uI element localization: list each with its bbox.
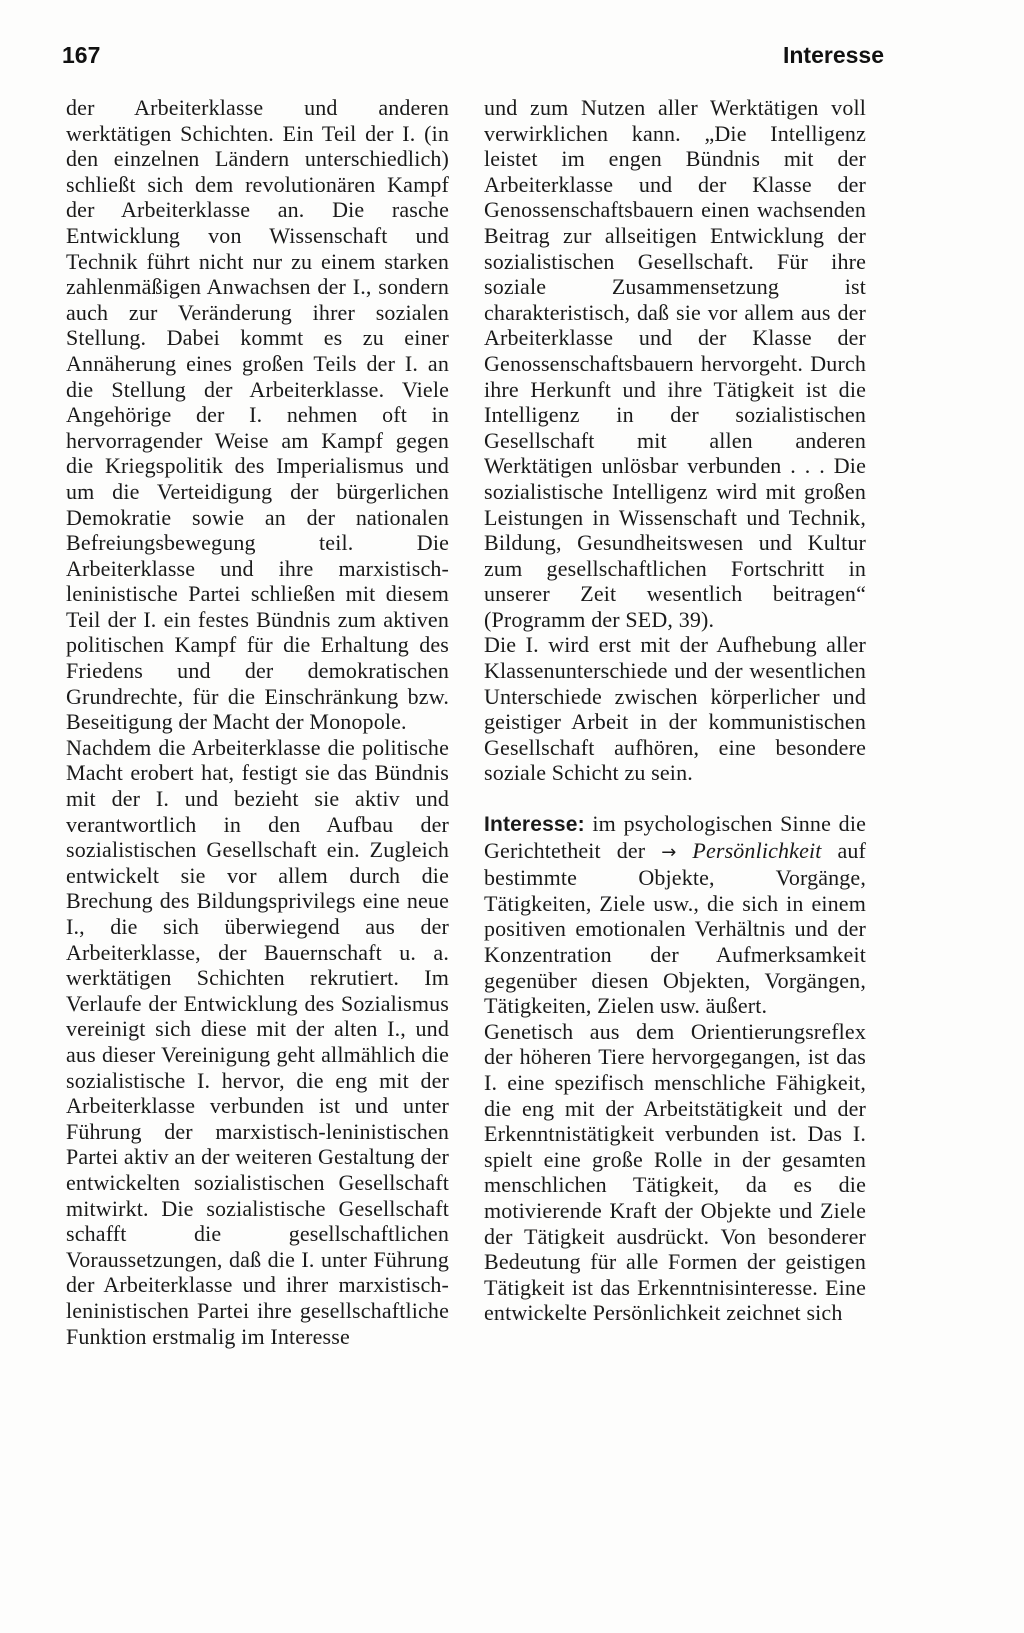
paragraph: der Arbeiterklasse und anderen werktätigen Schichten. Ein Teil der I. (in den einzelnen Ländern unterschiedlich) schließt sich dem revolutionären Kampf der Arbeiterklasse an. Die rasche Entwicklung von Wissenschaft und Technik führt nicht nur zu einem starken zahlenmäßigen Anwachsen der I., sondern auch zur Veränderung ihrer sozialen Stellung. Dabei kommt es zu einer Annäherung eines großen Teils der I. an die Stellung der Arbeiterklasse. Viele Angehörige der I. nehmen oft in hervorragender Weise am Kampf gegen die Kriegspolitik des Imperialismus und um die Verteidigung der bürgerlichen Demokratie sowie an der nationalen Befreiungsbewegung teil. Die Arbeiterklasse und ihre marxistisch-leninistische Partei schließen mit diesem Teil der I. ein festes Bündnis zum aktiven politischen Kampf für die Erhaltung des Friedens und der demokratischen Grundrechte, für die Einschränkung bzw. Beseitigung der Macht der Monopole.	[66, 95, 449, 735]
left-column	[66, 95, 449, 1349]
entry-text: auf bestimmte Objekte, Vorgänge, Tätigkeiten, Ziele usw., die sich in einem positiven emotionalen Verhältnis und der Konzentration der Aufmerksamkeit gegenüber diesen Objekten, Vorgängen, Tätigkeiten, Zielen usw. äußert.	[484, 837, 867, 1019]
entry-term: Interesse:	[484, 813, 585, 837]
page-number: 167	[62, 42, 101, 68]
cross-reference-arrow-icon: →	[661, 841, 677, 863]
cross-reference-link[interactable]: Persönlichkeit	[692, 837, 822, 863]
paragraph: Nachdem die Arbeiterklasse die politische Macht erobert hat, festigt sie das Bündnis mit der I. und bezieht sie aktiv und verantwortlich in den Aufbau der sozialistischen Gesellschaft ein. Zugleich entwickelt sie vor allem durch die Brechung des Bildungsprivilegs eine neue I., die sich überwiegend aus der Arbeiterklasse, der Bauernschaft u. a. werktätigen Schichten rekrutiert. Im Verlaufe der Entwicklung des Sozialismus vereinigt sich diese mit der alten I., und aus dieser Vereinigung geht allmählich die sozialistische I. hervor, die eng mit der Arbeiterklasse verbunden ist und unter Führung der marxistisch-leninistischen Partei aktiv an der weiteren Gestaltung der entwickelten sozialistischen Gesellschaft mitwirkt. Die sozialistische Gesellschaft schafft die gesellschaftlichen Voraussetzungen, daß die I. unter Führung der Arbeiterklasse und ihrer marxistisch-leninistischen Partei ihre gesellschaftliche Funktion erstmalig im Interesse	[66, 734, 449, 1349]
paragraph: und zum Nutzen aller Werktätigen voll verwirklichen kann. „Die Intelligenz leistet im engen Bündnis mit der Arbeiterklasse und der Klasse der Genossenschaftsbauern einen wachsenden Beitrag zur allseitigen Entwicklung der sozialistischen Gesellschaft. Für ihre soziale Zusammensetzung ist charakteristisch, daß sie vor allem aus der Arbeiterklasse und der Klasse der Genossenschaftsbauern hervorgeht. Durch ihre Herkunft und ihre Tätigkeit ist die Intelligenz in der sozialistischen Gesellschaft mit allen anderen Werktätigen unlösbar verbunden . . . Die sozialistische Intelligenz wird mit großen Leistungen in Wissenschaft und Technik, Bildung, Gesundheitswesen und Kultur zum gesellschaftlichen Fortschritt in unserer Zeit wesentlich beitragen“ (Programm der SED, 39).	[484, 95, 866, 632]
entry-text: im psychologischen Sinne die Gerichtetheit der	[484, 811, 866, 863]
running-head: Interesse	[782, 42, 884, 68]
dictionary-entry	[484, 811, 866, 1019]
paragraph: Genetisch aus dem Orientierungsreflex der höheren Tiere hervorgegangen, ist das I. eine spezifisch menschliche Fähigkeit, die eng mit der Arbeitstätigkeit und der Erkenntnistätigkeit verbunden ist. Das I. spielt eine große Rolle in der gesamten menschlichen Tätigkeit, da es die motivierende Kraft der Objekte und Ziele der Tätigkeit ausdrückt. Von besonderer Bedeutung für alle Formen der geistigen Tätigkeit ist das Erkenntnisinteresse. Eine entwickelte Persönlichkeit zeichnet sich	[484, 1018, 866, 1326]
right-column	[484, 95, 866, 1326]
paragraph: Die I. wird erst mit der Aufhebung aller Klassenunterschiede und der wesentlichen Unterschiede zwischen körperlicher und geistiger Arbeit in der kommunistischen Gesellschaft aufhören, eine besondere soziale Schicht zu sein.	[484, 632, 866, 786]
